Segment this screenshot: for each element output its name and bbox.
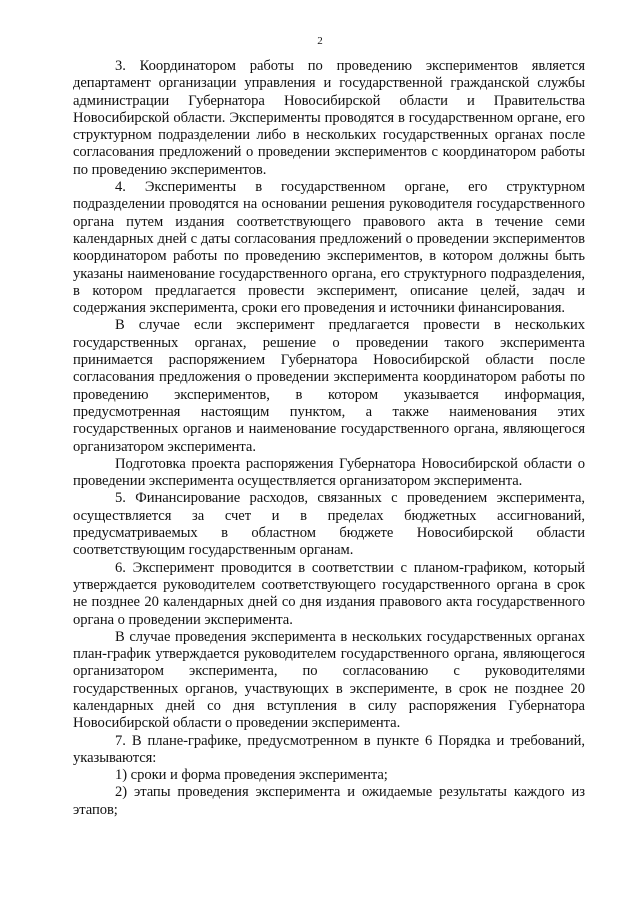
paragraph-item-4: 4. Эксперименты в государственном органе, его структурном подразделении проводятся на основании решения руководителя государственного органа путем издания соответствующего правового акта в течение семи календарных дней с даты согласования предложений о проведении экспериментов координатором работы по проведению экспериментов, в котором должны быть указаны наименование государственного органа, его структурного подразделения, в котором предлагается провести эксперимент, описание целей, задач и содержания эксперимента, сроки его проведения и источники финансирования. bbox=[73, 179, 585, 317]
page-number: 2 bbox=[317, 35, 323, 47]
paragraph-item-5: 5. Финансирование расходов, связанных с проведением эксперимента, осуществляется за счет и в пределах бюджетных ассигнований, предусматриваемых в областном бюджете Новосибирской области соответствующим государственным органам. bbox=[73, 490, 585, 559]
paragraph-item-6: 6. Эксперимент проводится в соответствии с планом-графиком, который утверждается руководителем соответствующего государственного органа в срок не позднее 20 календарных дней со дня издания правового акта государственного органа о проведении эксперимента. bbox=[73, 559, 585, 628]
paragraph-draft-order: Подготовка проекта распоряжения Губернатора Новосибирской области о проведении эксперимента осуществляется организатором эксперимента. bbox=[73, 455, 585, 490]
paragraph-multiple-organs: В случае если эксперимент предлагается провести в нескольких государственных органах, решение о проведении такого эксперимента принимается распоряжением Губернатора Новосибирской области после согласования предложения о проведении эксперимента координатором работы по проведению экспериментов, в котором указывается информация, предусмотренная настоящим пунктом, а также наименования этих государственных органов и наименование государственного органа, являющегося организатором эксперимента. bbox=[73, 317, 585, 455]
paragraph-item-3: 3. Координатором работы по проведению экспериментов является департамент организации управления и государственной гражданской службы администрации Губернатора Новосибирской области и Правительства Новосибирской области. Эксперименты проводятся в государственном органе, его структурном подразделении либо в нескольких государственных органах после согласования предложений о проведении экспериментов с координатором работы по проведению экспериментов. bbox=[73, 58, 585, 178]
document-body bbox=[73, 58, 585, 819]
paragraph-schedule-multiple: В случае проведения эксперимента в нескольких государственных органах план-график утверждается руководителем государственного органа, являющегося организатором эксперимента, по согласованию с руководителями государственных органов, участвующих в эксперименте, в срок не позднее 20 календарных дней со дня вступления в силу распоряжения Губернатора Новосибирской области о проведении эксперимента. bbox=[73, 628, 585, 732]
paragraph-item-7: 7. В плане-графике, предусмотренном в пункте 6 Порядка и требований, указываются: bbox=[73, 732, 585, 766]
list-item-1: 1) сроки и форма проведения эксперимента; bbox=[115, 767, 388, 784]
list-item-2: 2) этапы проведения эксперимента и ожидаемые результаты каждого из этапов; bbox=[73, 784, 585, 818]
